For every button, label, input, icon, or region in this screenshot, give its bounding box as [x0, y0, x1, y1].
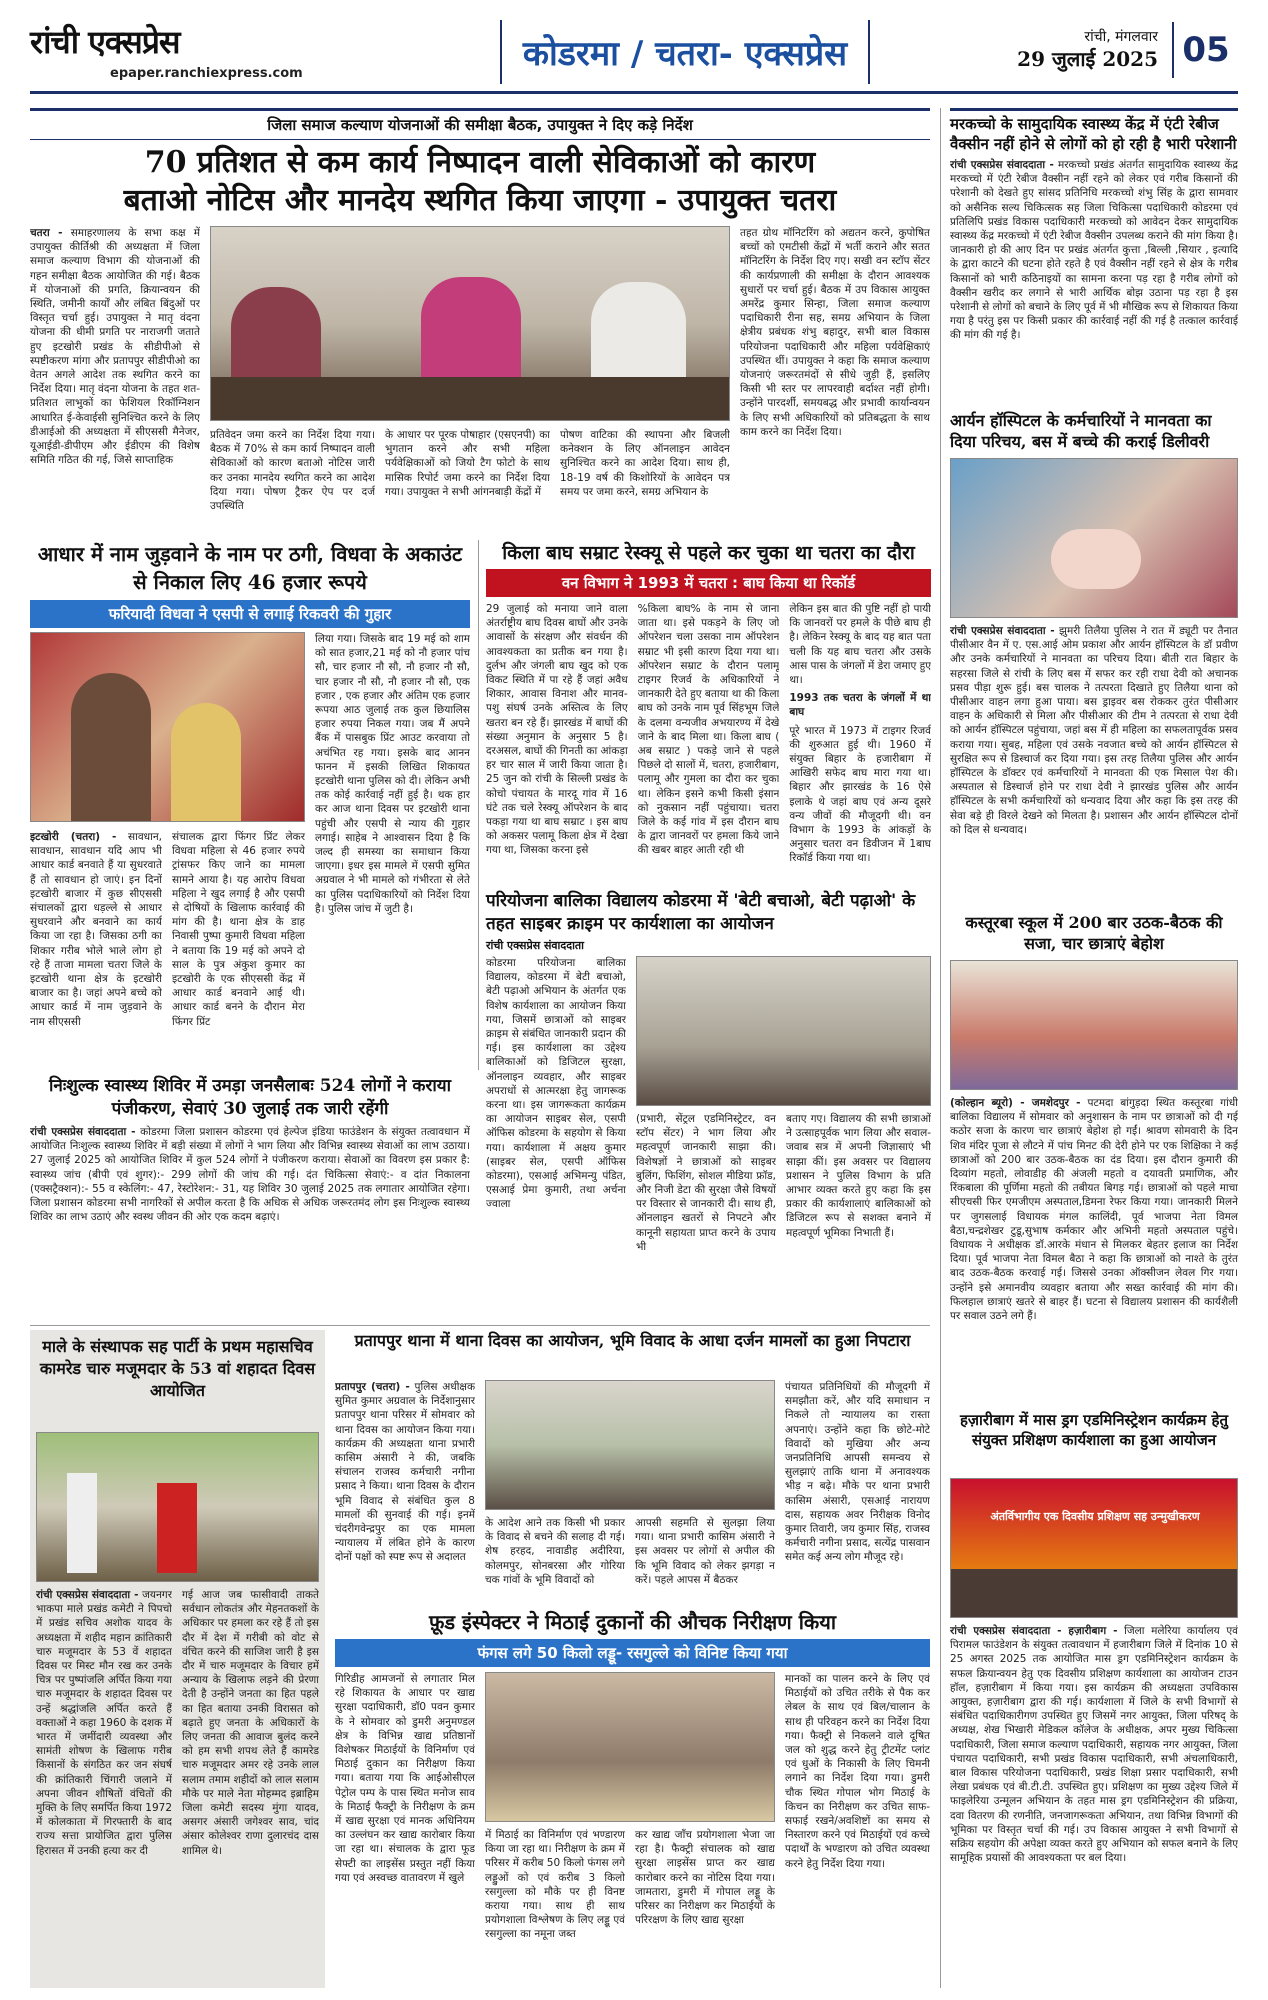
tiger-body-col3 — [789, 602, 931, 887]
pratappur-body-2: के आदेश आने तक किसी भी प्रकार के विवाद से बचने की सलाह दी गई। शेष हरहद, नावाडीह अदीरिया, कोलमपुर, सोनबरसा और गोरिया चक गांवों के भूमि विवादों को — [485, 1517, 625, 1586]
pratappur-article — [335, 1330, 930, 1600]
lead-article — [30, 108, 930, 533]
charu-body-2: गई आज जब फासीवादी ताकते सर्वधान लोकतंत्र और मेहनतकशों के अधिकार पर हमला कर रहे हैं तो इस दौर में देश में गरीबी को वोट से वंचित करने की साजिश जारी है इस दौर में चारु मजूमदार के विचार हमें अन्याय के खिलाफ लड़ने की प्रेरणा देती है उन्होंने जनता का हित पहले का हित बताया उनकी विरासत को बढ़ाते हुए जनता के अधिकारों के लिए जनता की आवाज बुलंद करने को हम सभी शपथ लेते हैं कामरेड चारु मजूमदार अमर रहे उनके लाल सलाम तमाम शहीदों को लाल सलाम मौके पर माले नेता मोहम्मद इब्राहिम जिला कमेटी सदस्य मुंगा यादव, असगर अंसारी जगेश्वर साव, चांद अंसार कोलेश्वर राणा दुलारचंद दास शामिल थे। — [182, 1589, 319, 1857]
lead-body-right: तहत ग्रोथ मॉनिटरिंग को अद्यतन करने, कुपोषित बच्चों को एमटीसी केंद्रों में भर्ती कराने और सतत मॉनिटरिंग के निर्देश दिए गए। सखी वन स्टॉप सेंटर की कार्यप्रणाली की समीक्षा के दौरान आवश्यक सुधारों पर चर्चा हुई। बैठक में उप विकास आयुक्त अमरेंद्र कुमार सिन्हा, जिला समाज कल्याण पदाधिकारी रीना सह, समग्र अभियान के जिला क्षेत्रीय प्रबंधक शंभु बहादुर, सभी बाल विकास परियोजना पदाधिकारी और महिला पर्यवेक्षिकाएं उपस्थित थीं। उपायुक्त ने कहा कि समाज कल्याण योजनाएं जरूरतमंदों से सीधे जुड़ी हैं, इसलिए किसी भी स्तर पर लापरवाही बर्दाश्त नहीं होगी। उन्होंने पारदर्शी, समयबद्ध और प्रभावी कार्यान्वयन के लिए सभी अधिकारियों को प्रतिबद्धता के साथ काम करने का निर्देश दिया। — [740, 227, 930, 438]
beti-byline: रांची एक्सप्रेस संवाददाता — [486, 939, 585, 952]
aadhaar-article — [30, 540, 470, 1070]
charu-byline: रांची एक्सप्रेस संवाददाता - — [36, 1589, 139, 1601]
hospital-headline: आर्यन हॉस्पिटल के कर्मचारियों ने मानवता का दिया परिचय, बस में बच्चे की कराई डिलीवरी — [950, 411, 1212, 451]
hazaribagh-body: रांची एक्सप्रेस संवाददाता - हज़ारीबाग - जिला मलेरिया कार्यालय एवं पिरामल फाउंडेशन के संयुक्त तत्वावधान में हजारीबाग जिले में दिनांक 10 से 25 अगस्त 2025 तक आयोजित मास ड्रग एडमिनिस्ट्रेशन कार्यक्रम के सफल क्रियान्वयन हेतु एक दिवसीय प्रशिक्षण कार्यशाला का आयोजन टाउन हॉल, हज़ारीबाग में किया गया। इस कार्यक्रम की अध्यक्षता उपविकास आयुक्त, हज़ारीबाग द्वारा की गई। कार्यशाला में जिले के सभी विभागों से संबंधित पदाधिकारीगण उपस्थित हुए जिसमें नगर आयुक्त, जिला परिषद् के अध्यक्ष, शेख भिखारी मेडिकल कॉलेज के अधीक्षक, अपर मुख्य चिकित्सा पदाधिकारी, जिला समाज कल्याण पदाधिकारी, सहायक नगर आयुक्त, जिला पंचायत पदाधिकारी, सभी प्रखंड विकास पदाधिकारी, सभी अंचलाधिकारी, बाल विकास परियोजना पदाधिकारी, प्रखंड शिक्षा प्रसार पदाधिकारी, सभी लेखा प्रबंधक एवं बी.टी.टी. उपस्थित हुए। प्रशिक्षण का मुख्य उद्देश्य जिले में फाइलेरिया उन्मूलन अभियान के तहत मास ड्रग एडमिनिस्ट्रेशन की प्रक्रिया, दवा वितरण की रणनीति, जनजागरूकता अभियान, तथा विभिन्न विभागों की भूमिका पर विस्तृत चर्चा की गई। उप विकास आयुक्त ने सभी विभागों से सक्रिय सहयोग की अपेक्षा व्यक्त करते हुए अभियान को सफल बनाने के लिए सामूहिक प्रयासों की आवश्यकता पर बल दिया। — [950, 1625, 1238, 1865]
hospital-article — [950, 410, 1238, 910]
aadhaar-body-1: इटखोरी (चतरा) - सावधान, सावधान, सावधान यदि आप भी आधार कार्ड बनवाते हैं या सुधरवाते हैं तो सावधान हो जाएं। इन दिनों इटखोरी बाजार में कुछ सीएससी संचालकों द्वारा धड़ल्ले से आधार सुधरवाने और बनवाने का कार्य किया जा रहा है। जिसका ठगी का शिकार गरीब भोले भाले लोग हो रहे हैं ताजा मामला चतरा जिले के इटखोरी थाना क्षेत्र के इटखोरी बाजार का है। जहां अपने बच्चे को आधार कार्ड में नाम जुड़वाने के नाम सीएससी — [30, 831, 162, 1028]
charu-article — [30, 1330, 325, 1988]
masthead — [30, 16, 1238, 94]
lead-body-mid-1: प्रतिवेदन जमा करने का निर्देश दिया गया। बैठक में 70% से कम कार्य निष्पादन वाली सेविकाओं को कारण बताओ नोटिस जारी कर उनका मानदेय स्थगित करने का आदेश दिया गया। पोषण ट्रैकर ऐप पर दर्ज उपस्थिति — [210, 429, 375, 513]
beti-headline: परियोजना बालिका विद्यालय कोडरमा में 'बेटी बचाओ, बेटी पढ़ाओ' के तहत साइबर क्राइम पर कार्यशाला का आयोजन — [486, 891, 916, 934]
beti-workshop-photo — [636, 956, 931, 1106]
pratappur-body-1: प्रतापपुर (चतरा) - पुलिस अधीक्षक सुमित कुमार अग्रवाल के निर्देशानुसार प्रतापपुर थाना परिसर में सोमवार को थाना दिवस का आयोजन किया गया। कार्यक्रम की अध्यक्षता थाना प्रभारी कासिम अंसारी ने की, जबकि संचालन राजस्व कर्मचारी नगीना प्रसाद ने किया। थाना दिवस के दौरान भूमि विवाद से संबंधित कुल 8 मामलों की सुनवाई की गई। इनमें चंदरीगवेन्द्रपुर का एक मामला न्यायालय में लंबित होने के कारण दोनों पक्षों को स्पष्ट रूप से अदालत — [335, 1381, 475, 1564]
tiger-article — [486, 540, 931, 885]
page-number: 05 — [1172, 22, 1238, 78]
camp-headline: निःशुल्क स्वास्थ्य शिविर में उमड़ा जनसैलाबः 524 लोगों ने कराया पंजीकरण, सेवाएं 30 जुलाई तक जारी रहेंगी — [48, 1076, 451, 1119]
kasturba-byline: (कोल्हान ब्यूरो) - जमशेदपुर - — [950, 1097, 1081, 1109]
kasturba-headline: कस्तूरबा स्कूल में 200 बार उठक-बैठक की सजा, चार छात्राएं बेहोश — [965, 913, 1223, 953]
hospital-body: रांची एक्सप्रेस संवाददाता - झुमरी तिलैया पुलिस ने रात में ड्यूटी पर तैनात पीसीआर वैन में ए. एस.आई ओम प्रकाश और आर्यन हॉस्पिटल के डॉ प्रवीण और उनके कर्मचारियों ने मानवता का परिचय दिया। बीती रात बिहार के सहरसा जिले से रांची के लिए बस में सफर कर रही राधा देवी को अचानक प्रसव पीड़ा शुरू हुई। बस चालक ने तत्परता दिखाते हुए तिलैया थाना को पीसीआर वाहन लगा हुआ पाया। बस ड्राइवर बस रोककर तुरंत पीसीआर वाहन के अधिकारी से मिला और पीसीआर की टीम ने तत्परता से राधा देवी को आर्यन हॉस्पिटल पहुंचाया, जहां बस में ही महिला का सफलतापूर्वक प्रसव कराया गया। सुबह, महिला एवं उसके नवजात बच्चे को आर्यन हॉस्पिटल से सुरक्षित रूप से डिस्चार्ज कर दिया गया। इस तरह तिलैया पुलिस और आर्यन हॉस्पिटल के डॉक्टर एवं कर्मचारियों ने मानवता की एक मिसाल पेश की। अस्पताल से डिस्चार्ज होने पर राधा देवी ने झारखंड पुलिस और आर्यन हॉस्पिटल के सभी कर्मचारियों को धन्यवाद दिया और कहा कि इस तरह की सेवा बड़े ही विरले देखने को मिलता है। प्रशासन और आर्यन हॉस्पिटल दोनों को दिल से धन्यवाद। — [950, 625, 1238, 836]
aadhaar-body-2: संचालक द्वारा फिंगर प्रिंट लेकर विधवा महिला से 46 हजार रुपये ट्रांसफर किए जाने का मामला सामने आया है। यह आरोप विधवा महिला ने खुद लगाई है और एसपी से दोषियों के खिलाफ कार्रवाई की मांग की है। थाना क्षेत्र के डाह निवासी पुष्पा कुमारी विधवा महिला ने बताया कि 19 मई को अपने दो साल के पुत्र अंकुश कुमार का इटखोरी के एक सीएससी केंद्र में आधार कार्ड बनवाने आई थी। आधार कार्ड बनने के दौरान मेरा फिंगर प्रिंट — [172, 831, 305, 1028]
hazaribagh-headline: हज़ारीबाग में मास ड्रग एडमिनिस्ट्रेशन कार्यक्रम हेतु संयुक्त प्रशिक्षण कार्यशाला का हुआ आयोजन — [959, 1411, 1229, 1449]
food-body-4: मानकों का पालन करने के लिए एवं मिठाईयों को उचित तरीके से पैक कर लेबल के साथ एवं बिल/चालान के साथ ही परिवहन करने का निर्देश दिया गया। फैक्ट्री से निकलने वाले दूषित जल को शुद्ध करने हेतु ट्रीटमेंट प्लांट एवं धुओं के निकासी के लिए चिमनी लगाने का निर्देश दिया गया। डुमरी चौक स्थित गोपाल भोग मिठाई के किचन का निरीक्षण कर उचित साफ-सफाई रखने/अवशिष्टों का समय से निस्तारण करने एवं मिठाईयों एवं कच्चे पदार्थों के भण्डारण को उचित व्यवस्था करने हेतु निर्देश दिया गया। — [785, 1673, 930, 1870]
tiger-body-1: 29 जुलाई को मनाया जाने वाला अंतर्राष्ट्रीय बाघ दिवस बाघों और उनके आवासों के संरक्षण और संवर्धन की आवश्यकता का प्रतीक बन गया है। दुर्लभ और जंगली बाघ खुद को एक विकट स्थिति में पा रहे हैं जहां अवैध शिकार, आवास विनाश और मानव-पशु संघर्ष उनके अस्तित्व के लिए खतरा बन रहे हैं। झारखंड में बाघों की संख्या अनुमान के अनुसार 5 है। दरअसल, बाघों की गिनती का आंकड़ा हर चार साल में जारी किया जाता है। 25 जुन को रांची के सिल्ली प्रखंड के कोचो पंचायत के मारदू गांव में 16 घंटे तक चले रेस्क्यू ऑपरेशन के बाद पकड़ा गया था बाघ सम्राट । इस बाघ को अकसर पलामू किला क्षेत्र में देखा गया था, जिसका करना इसे — [486, 603, 628, 857]
lead-kicker: जिला समाज कल्याण योजनाओं की समीक्षा बैठक, उपायुक्त ने दिए कड़े निर्देश — [30, 108, 930, 140]
dateline-box — [1017, 26, 1158, 70]
lead-body-mid-2: के आधार पर पूरक पोषाहार (एसएनपी) का भुगतान करने और सभी महिला पर्यवेक्षिकाओं को जियो टैग फोटो के साथ मासिक रिपोर्ट जमा करने का निर्देश दिया गया। उपायुक्त ने सभी आंगनबाड़ी केंद्रों में — [385, 429, 550, 498]
tiger-kicker: वन विभाग ने 1993 में चतरा : बाघ किया था रिकॉर्ड — [486, 569, 931, 597]
aadhaar-headline: आधार में नाम जुड़वाने के नाम पर ठगी, विधवा के अकाउंट से निकाल लिए 46 हजार रूपये — [37, 542, 463, 594]
food-body-3: कर खाद्य जाँच प्रयोगशाला भेजा जा रहा है। फैक्ट्री संचालक को खाद्य सुरक्षा लाइसेंस प्राप्त कर खाद्य कारोबार करने का नोटिस दिया गया। जामतारा, डुमरी में गोपाल लड्डू के परिसर का निरीक्षण कर मिठाईयों के परिरक्षण के लिए खाद्य सुरक्षा — [635, 1829, 775, 1927]
newspaper-logo: रांची एक्सप्रेस — [30, 23, 180, 61]
food-kicker: फंगस लगे 50 किलो लड्डू- रसगुल्ले को विनिष्ट किया गया — [335, 1639, 930, 1667]
hazaribagh-byline: रांची एक्सप्रेस संवाददाता - हज़ारीबाग - — [950, 1625, 1118, 1637]
pratappur-body-3: आपसी सहमति से सुलझा लिया गया। थाना प्रभारी कासिम अंसारी ने इस अवसर पर लोगों से अपील की कि भूमि विवाद को लेकर झगड़ा न करें। पहले आपस में बैठकर — [635, 1517, 775, 1586]
lead-headline-line2: बताओ नोटिस और मानदेय स्थगित किया जाएगा - उपायुक्त चतरा — [123, 183, 837, 218]
rabies-byline: रांची एक्सप्रेस संवाददाता - — [950, 159, 1054, 171]
camp-article — [30, 1075, 470, 1325]
column-divider — [940, 108, 941, 1988]
hazaribagh-photo — [950, 1478, 1238, 1618]
pratappur-body-4: पंचायत प्रतिनिधियों की मौजूदगी में समझौता करें, और यदि समाधान न निकले तो न्यायालय का रास्ता अपनाएं। उन्होंने कहा कि छोटे-मोटे विवादों को मुखिया और अन्य जनप्रतिनिधि आपसी समन्वय से सुलझाएं ताकि थाना में अनावश्यक भीड़ न बढ़े। मौके पर थाना प्रभारी कासिम अंसारी, एसआई नारायण दास, सहायक अवर निरीक्षक विनोद कुमार तिवारी, जय कुमार सिंह, राजस्व कर्मचारी नगीना प्रसाद, सत्येंद्र पासवान समेत कई अन्य लोग मौजूद रहे। — [785, 1381, 930, 1564]
kasturba-article — [950, 912, 1238, 1407]
beti-article — [486, 890, 931, 1260]
pratappur-dateline: प्रतापपुर (चतरा) - — [335, 1381, 410, 1393]
lead-body-mid-3: पोषण वाटिका की स्थापना और बिजली कनेक्शन के लिए ऑनलाइन आवेदन सुनिश्चित करने का आदेश दिया। साथ ही, 18-19 वर्ष की किशोरियों के आवेदन पत्र समय पर जमा करने, समग्र अभियान के — [560, 429, 730, 498]
food-inspection-photo — [485, 1672, 775, 1822]
kasturba-photo — [950, 960, 1238, 1090]
camp-byline: रांची एक्सप्रेस संवाददाता - — [30, 1126, 136, 1138]
lead-dateline: चतरा - — [30, 227, 63, 239]
food-headline: फ़ूड इंस्पेक्टर ने मिठाई दुकानों की औचक निरीक्षण किया — [428, 1610, 837, 1634]
training-banner-text: अंतर्विभागीय एक दिवसीय प्रशिक्षण सह उन्मुखीकरण — [990, 1510, 1200, 1523]
hazaribagh-article — [950, 1410, 1238, 1988]
section-title-box — [500, 20, 870, 84]
food-body-2: में मिठाई का विनिर्माण एवं भण्डारण किया जा रहा था। निरीक्षण के क्रम में परिसर में करीब 50 किलो फंगस लगे लड्डुओं को एवं करीब 3 किलो रसगुल्ला को मौके पर ही विनष्ट कराया गया। साथ ही साथ प्रयोगशाला विश्लेषण के लिए लड्डू एवं रसगुल्ला का नमूना जब्त — [485, 1829, 625, 1941]
tiger-subhead: 1993 तक चतरा के जंगलों में था बाघ — [789, 692, 932, 719]
aadhaar-kicker: फरियादी विधवा ने एसपी से लगाई रिकवरी की गुहार — [30, 600, 470, 628]
tiger-body-3: लेकिन इस बात की पुष्टि नहीं हो पायी कि जानवरों पर हमले के पीछे बाघ ही है। लेकिन रेस्क्यू के बाद यह बात पता चली कि यह बाघ चतरा और उसके आस पास के जंगलों में डेरा जमाए हुए था। — [789, 603, 932, 687]
camp-body: रांची एक्सप्रेस संवाददाता - कोडरमा जिला प्रशासन कोडरमा एवं हेल्पेज इंडिया फाउंडेशन के संयुक्त तत्वावधान में आयोजित निःशुल्क स्वास्थ्य शिविर में बड़ी संख्या में लोगों ने भाग लिया और विभिन्न स्वास्थ्य सेवाओं का लाभ उठाया। 27 जुलाई 2025 को आयोजित शिविर में कुल 524 लोगों ने पंजीकरण कराया। सेवाओं का विवरण इस प्रकार है: स्वास्थ्य जांच (बीपी एवं शुगर):- 299 लोगों की जांच की गई। दंत चिकित्सा सेवाएं:- व दांत निकालना (एक्सट्रैक्शन):- 55 व स्केलिंग:- 47, रेस्टोरेशन:- 31, यह शिविर 30 जुलाई 2025 तक लगातार आयोजित रहेगा। जिला प्रशासन कोडरमा सभी नागरिकों से अपील करता है कि अधिक से अधिक जरूरतमंद लोग इस निःशुल्क स्वास्थ्य शिविर का लाभ उठाएं और स्वस्थ जीवन की ओर एक कदम बढ़ाएं। — [30, 1126, 470, 1224]
rabies-headline: मरकच्चो के सामुदायिक स्वास्थ्य केंद्र में एंटी रेबीज वैक्सीन नहीं होने से लोगों को हो रही है भारी परेशानी — [950, 108, 1238, 154]
hospital-photo — [950, 458, 1238, 618]
pratappur-headline: प्रतापपुर थाना में थाना दिवस का आयोजन, भूमि विवाद के आधा दर्जन मामलों का हुआ निपटारा — [354, 1331, 911, 1350]
meeting-photo — [210, 226, 730, 421]
rabies-body: रांची एक्सप्रेस संवाददाता - मरकच्चो प्रखंड अंतर्गत सामुदायिक स्वास्थ्य केंद्र मरकच्चो में एंटी रेबीज वैक्सीन नहीं रहने को लेकर एवं गरीब किसानों की परेशानी को देखते हुए सांसद प्रतिनिधि मरकच्चो शंभु सिंह के द्वारा सामवार को असैनिक सल्य चिकित्सक सह जिला चिकित्सा पदाधिकारी कोडरमा एवं प्रतिलिपि प्रखंड विकास पदाधिकारी मरकच्चो को आवेदन देकर सामुदायिक स्वास्थ्य केंद्र मरकच्चो में एंटी रेबीज वैक्सीन उपलब्ध कराने की मांग किया है। जानकारी हो की आए दिन पर प्रखंड अंतर्गत कुत्ता ,बिल्ली ,सियार , इत्यादि के द्वारा काटने की घटना होते रहते है एवं वैक्सीन नहीं रहने से क्षेत्र के गरीब किसानों को भारी कठिनाइयों का सामना करना पड़ रहा है गरीब लोगों को वैक्सीन खरीद कर लगाने से भारी आर्थिक बोझ उठाना पड़ रहा है इस परेशानी से लोगों को बचाने के लिए पूर्व में भी मौखिक रूप से शिकायत किया गया है परंतु इस पर किसी प्रकार की कार्रवाई नहीं की गई है तत्काल कार्रवाई की मांग की गई है। — [950, 159, 1238, 342]
food-body-1: गिरिडीह आमजनों से लगातार मिल रहे शिकायत के आधार पर खाद्य सुरक्षा पदाधिकारी, डॉ0 पवन कुमार के ने सोमवार को डुमरी अनुमण्डल क्षेत्र के विभिन्न खाद्य प्रतिष्ठानों विशेषकर मिठाईयों के विनिर्माण एवं मिठाई दुकान का निरीक्षण किया गया। बताया गया कि आईओसीएल पेट्रोल पम्प के पास स्थित मनोज साव के मिठाई फैक्ट्री के निरीक्षण के क्रम में खाद्य सुरक्षा एवं मानक अधिनियम का उल्लंघन कर खाद्य कारोबार किया जा रहा था। संचालक के द्वारा फूड सेफ्टी का लाइसेंस प्रस्तुत नहीं किया गया एवं अस्वच्छ वातावरण में खुले — [335, 1673, 475, 1884]
hospital-byline: रांची एक्सप्रेस संवाददाता - — [950, 625, 1055, 637]
kasturba-body: (कोल्हान ब्यूरो) - जमशेदपुर - पटमदा बांगुड़दा स्थित कस्तूरबा गांधी बालिका विद्यालय में सोमवार को अनुशासन के नाम पर छात्राओं को दी गई कठोर सजा के कारण चार छात्राएं बेहोश हो गईं। श्रावण सोमवारी के दिन शिव मंदिर पूजा से लौटने में पांच मिनट की देरी होने पर एक शिक्षिका ने कई छात्राओं को 200 बार उठक-बैठक का दंड दिया। इस दौरान कुमारी की दिव्यांग महतो, लोवाडीह की अंजली महतो व दयावती प्रमाणिक, और रिंकबाला की पूर्णिमा महतो की तबीयत बिगड़ गई। छात्राओं को पहले माचा सीएचसी फिर एमजीएम अस्पताल,डिमना रेफर किया गया। जानकारी मिलने पर जुगसलाई विधायक मंगल कालिंदी, पूर्व भाजपा नेता विमल बैठा,चन्द्रशेखर टुडू,सुभाष कर्मकार और अभिनी महतो अस्पताल पहुंचे। विधायक ने अधीक्षक डॉ.आरके मंधान से मिलकर बेहतर इलाज का निर्देश दिया। पूर्व भाजपा नेता विमल बैठा ने कहा कि छात्राओं को नाश्ते के तुरंत बाद उठक-बैठक करवाई गई। जिससे उनका ऑक्सीजन लेवल गिर गया। उन्होंने इसे अमानवीय व्यवहार बताया और सख्त कार्रवाई की मांग की। फिलहाल छात्राएं खतरे से बाहर हैं। घटना से विद्यालय प्रशासन की कार्यशैली पर सवाल उठने लगे हैं। — [950, 1097, 1238, 1323]
epaper-url[interactable]: epaper.ranchiexpress.com — [110, 66, 303, 81]
rabies-article — [950, 108, 1238, 408]
issue-date: 29 जुलाई 2025 — [1017, 47, 1158, 71]
beti-body-2: (प्रभारी, सेंट्रल एडमिनिस्ट्रेटर, वन स्टॉप सेंटर) ने भाग लिया और महत्वपूर्ण जानकारी साझा की। विशेषज्ञों ने छात्राओं को साइबर बुलिंग, फिशिंग, सोशल मीडिया फ्रॉड, और निजी डेटा की सुरक्षा जैसे विषयों पर विस्तार से जानकारी दी। साथ ही, ऑनलाइन खतरों से निपटने और कानूनी सहायता प्राप्त करने के उपाय भी — [636, 1113, 776, 1253]
section-title: कोडरमा / चतरा- एक्सप्रेस — [522, 34, 848, 74]
aadhaar-dateline: इटखोरी (चतरा) - — [30, 831, 117, 843]
widow-photo — [30, 632, 305, 822]
lead-body-left: चतरा - समाहरणालय के सभा कक्ष में उपायुक्त कीर्तिश्री की अध्यक्षता में जिला समाज कल्याण विभाग की योजनाओं की गहन समीक्षा बैठक आयोजित की गई। बैठक में योजनाओं की प्रगति, क्रियान्वयन की स्थिति, जमीनी कार्यों और लंबित बिंदुओं पर विस्तृत चर्चा हुई। उपायुक्त ने मातृ वंदना योजना की धीमी प्रगति पर नाराजगी जताते हुए इटखोरी प्रखंड के सीडीपीओ से स्पष्टीकरण मांगा और प्रतापपुर सीडीपीओ का वेतन अगले आदेश तक स्थगित करने का निर्देश दिया। मातृ वंदना योजना के तहत शत-प्रतिशत लाभुकों का फेशियल रिकॉग्निशन आधारित ई-केवाईसी सुनिश्चित करने के लिए डीआईओ की अध्यक्षता में सीएससी मैनेजर, यूआईडी-डीपीएम और ईडीएम की विशेष समिति गठित की गई, जिसे साप्ताहिक — [30, 227, 200, 467]
beti-body-1: कोडरमा परियोजना बालिका विद्यालय, कोडरमा में बेटी बचाओ, बेटी पढ़ाओ अभियान के अंतर्गत एक विशेष कार्यशाला का आयोजन किया गया, जिसमें छात्राओं को साइबर क्राइम से संबंधित जानकारी प्रदान की गई। इस कार्यशाला का उद्देश्य बालिकाओं को डिजिटल सुरक्षा, ऑनलाइन व्यवहार, और साइबर अपराधों से आत्मरक्षा हेतु जागरूक करना था। इस जागरूकता कार्यक्रम का आयोजन साइबर सेल, एसपी ऑफिस कोडरमा के सहयोग से किया गया। कार्यशाला में अक्षय कुमार (साइबर सेल, एसपी ऑफिस कोडरमा), एसआई अभिमन्यु पंडित, एसआई प्रेमा कुमारी, तथा अर्चना ज्वाला — [486, 957, 626, 1211]
lead-headline-line1: 70 प्रतिशत से कम कार्य निष्पादन वाली सेविकाओं को कारण — [144, 145, 816, 180]
charu-body-1: रांची एक्सप्रेस संवाददाता - जयनगर भाकपा माले प्रखंड कमेटी ने पिपचो में प्रखंड सचिव अशोक यादव के अध्यक्षता में शहीद महान क्रांतिकारी चारु मजूमदार के 53 वें शहादत दिवस पर मिस्ट मौन रख कर उनके चित्र पर पुष्पांजलि अर्पित किया गया चारु मजूमदार के शहादत दिवस पर उन्हें श्रद्धांजलि अर्पित करते हैं वक्ताओं ने कहा 1960 के दशक में भारत में जमींदारी व्यवस्था और सामंती शोषण के खिलाफ गरीब किसानों के संगठित कर जन संघर्ष की क्रांतिकारी चिंगारी जलाने में अपना जीवन शौषितों वंचितों की मुक्ति के लिए समर्पित किया 1972 में कोलकाता में गिरफ्तारी के बाद राज्य सत्ता प्रायोजित द्वारा पुलिस हिरासत में उनकी हत्या कर दी — [36, 1589, 172, 1857]
pratappur-photo — [485, 1380, 775, 1510]
tiger-body-2: %किला बाघ% के नाम से जाना जाता था। इसे पकड़ने के लिए जो ऑपरेशन चला उसका नाम ऑपरेशन सम्राट भी इसी कारण दिया गया था। ऑपरेशन सम्राट के दौरान पलामू टाइगर रिजर्व के अधिकारियों ने जानकारी देते हुए बताया था की किला बाघ को उनके नाम पूर्व सिंहभूम जिले के दलमा वन्यजीव अभयारण्य में देखे जाने के बाद मिला था। किला बाघ ( अब सम्राट ) पकड़े जाने से पहले पिछले दो सालों में, चतरा, हजारीबाग, पलामू और गुमला का दौरा कर चुका था। लेकिन इसने कभी किसी इंसान को नुकसान नहीं पहुंचाया। चतरा जिले के कई गांव में इस दौरान बाघ के द्वारा जानवरों पर हमला किये जाने की खबर बाहर आती रही थी — [637, 603, 780, 857]
charu-headline: माले के संस्थापक सह पार्टी के प्रथम महासचिव कामरेड चारु मजूमदार के 53 वां शहादत दिवस आयोजित — [39, 1337, 316, 1400]
charu-photo — [36, 1432, 319, 1582]
tiger-body-5: पूरे भारत में 1973 में टाइगर रिजर्व की शुरुआत हुई थी। 1960 में संयुक्त बिहार के हजारीबाग में आखिरी सफेद बाघ मारा गया था। बिहार और झारखंड के 16 ऐसे इलाके थे जहां बाघ एवं अन्य दूसरे वन्य जीवों की मौजूदगी थी। वन विभाग के 1993 के आंकड़ों के अनुसार चतरा वन डिवीजन में 1बाघ रिकॉर्ड किया गया था। — [789, 724, 932, 865]
food-article — [335, 1608, 930, 1988]
place-day: रांची, मंगलवार — [1084, 29, 1158, 45]
beti-body-3: बताए गए। विद्यालय की सभी छात्राओं ने उत्साहपूर्वक भाग लिया और सवाल-जवाब सत्र में अपनी जिज्ञासाएं भी साझा कीं। इस अवसर पर विद्यालय प्रशासन ने पुलिस विभाग के प्रति आभार व्यक्त करते हुए कहा कि इस प्रकार की कार्यशालाएं बालिकाओं को डिजिटल रूप से सशक्त बनाने में महत्वपूर्ण भूमिका निभाती हैं। — [786, 1113, 931, 1239]
tiger-headline: किला बाघ सम्राट रेस्क्यू से पहले कर चुका था चतरा का दौरा — [502, 542, 915, 564]
aadhaar-body-3: लिया गया। जिसके बाद 19 मई को शाम को सात हजार,21 मई को नौ हजार पांच सौ, चार हजार नौ सौ, नौ हजार नौ सौ, चार हजार नौ सौ, नौ हजार नौ सौ, एक हजार , एक हजार और अंतिम एक हजार रूपया आठ जुलाई तक कुल छियालिस हजार रुपया निकल गया। जब मैं अपने बैंक में पासबुक प्रिंट आउट करवाया तो अचंभित रह गया। इसके बाद आनन फानन में इसकी लिखित शिकायत इटखोरी थाना पुलिस को दी। लेकिन अभी तक कोई कार्रवाई नहीं हुई है। थक हार कर आज थाना दिवस पर इटखोरी थाना पहुंची और एसपी से न्याय की गुहार लगाई। साहेब ने आश्वासन दिया है कि जल्द ही समस्या का समाधान किया जाएगा। इधर इस मामले में एसपी सुमित अग्रवाल ने भी मामले को गंभीरता से लेते का पुलिस पदाधिकारियों को निर्देश दिया है। पुलिस जांच में जुटी है। — [315, 633, 470, 915]
